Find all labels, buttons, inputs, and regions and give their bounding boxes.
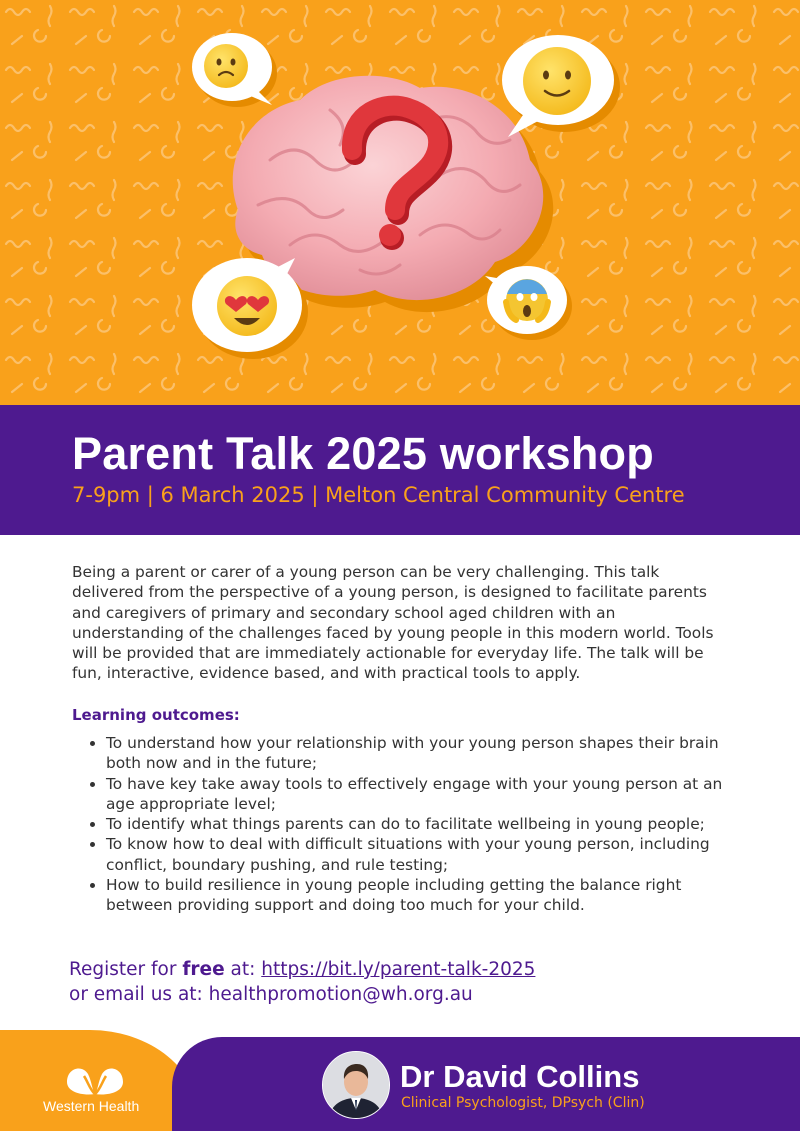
register-block	[69, 957, 535, 1007]
event-details: 7-9pm | 6 March 2025 | Melton Central Community Centre	[72, 483, 685, 507]
email-line[interactable]: or email us at: healthpromotion@wh.org.au	[69, 984, 473, 1005]
hero-illustration	[0, 0, 800, 405]
list-item: • How to build resilience in young people including getting the balance right between providing support and doing too much for your child.	[106, 875, 726, 916]
registration-link[interactable]: https://bit.ly/parent-talk-2025	[261, 959, 536, 980]
list-item: • To have key take away tools to effectively engage with your young person at an age appropriate level;	[106, 774, 726, 815]
learning-outcomes-list	[88, 733, 726, 916]
avatar	[322, 1051, 390, 1119]
register-mid: at:	[224, 959, 262, 980]
list-item: • To know how to deal with difficult situations with your young person, including conflict, boundary pushing, and rule testing;	[106, 834, 726, 875]
speaker-role: Clinical Psychologist, DPsych (Clin)	[401, 1095, 645, 1111]
speaker-name: Dr David Collins	[400, 1059, 640, 1094]
speaker-photo-icon	[323, 1052, 389, 1118]
logo-text: Western Health	[43, 1098, 140, 1114]
register-prefix: Register for	[69, 959, 183, 980]
list-item: • To understand how your relationship with your young person shapes their brain both now and in the future;	[106, 733, 726, 774]
page-title: Parent Talk 2025 workshop	[72, 428, 654, 479]
learning-outcomes-heading: Learning outcomes:	[72, 706, 240, 724]
intro-paragraph: Being a parent or carer of a young person can be very challenging. This talk delivered from the perspective of a young person, is designed to facilitate parents and caregivers of primary and secondary school aged children with an understanding of the challenges faced by young people in this modern world. Tools will be provided that are immediately actionable for everyday life. The talk will be fun, interactive, evidence based, and with practical tools to apply.	[72, 563, 714, 683]
register-free: free	[182, 959, 225, 980]
list-item: • To identify what things parents can do to facilitate wellbeing in young people;	[106, 814, 726, 834]
hero-banner	[0, 0, 800, 405]
